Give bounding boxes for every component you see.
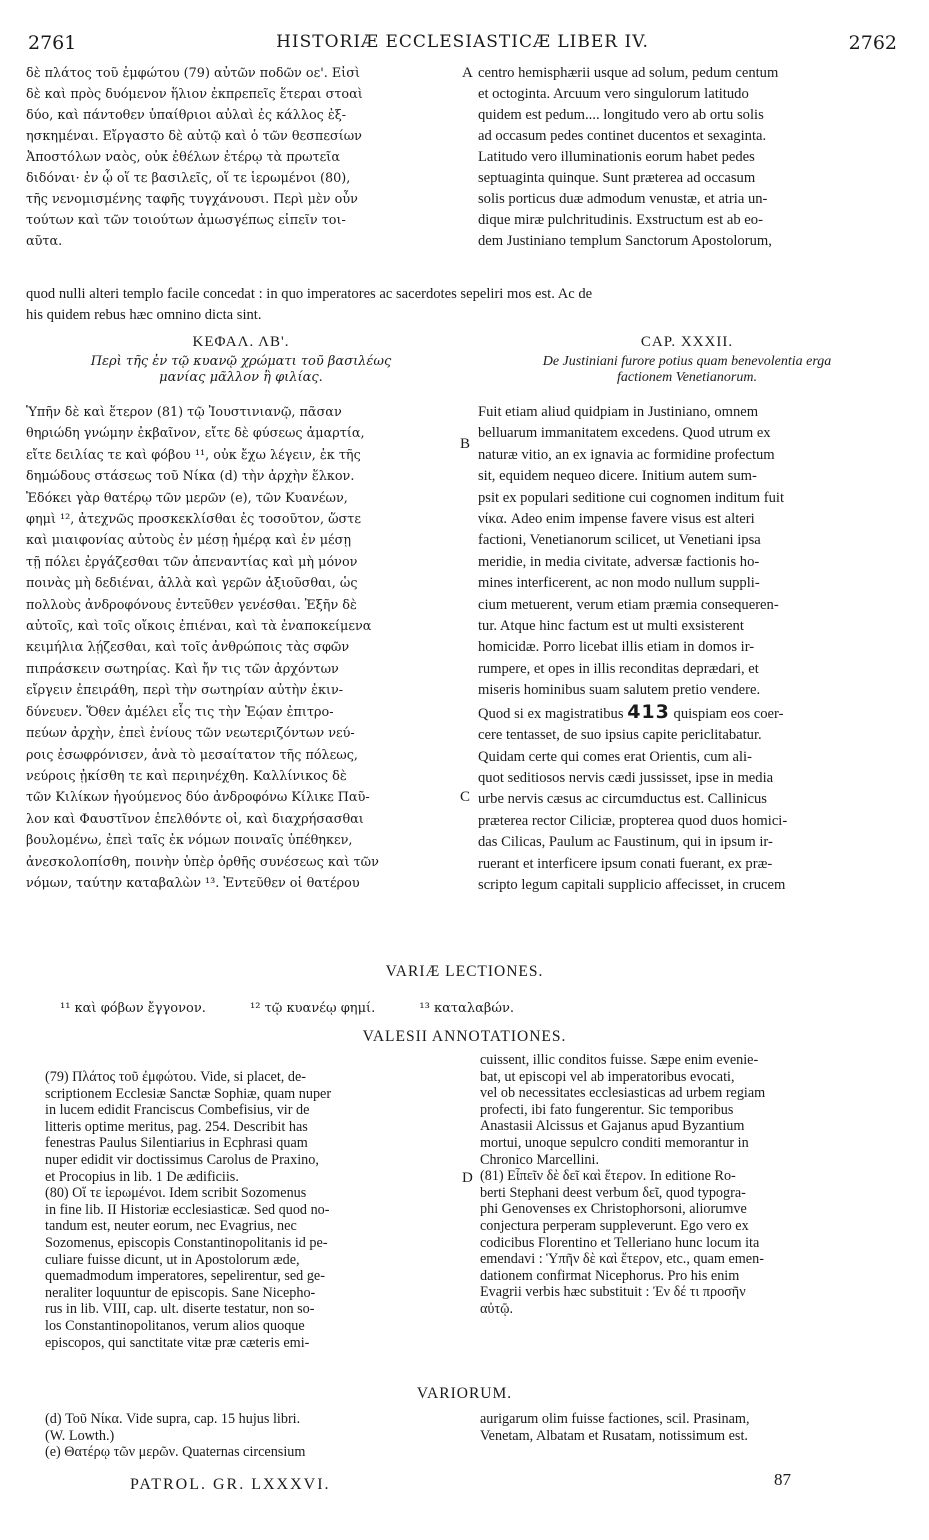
margin-letter-a: A xyxy=(462,65,473,81)
greek-line: Ἐδόκει γὰρ θατέρῳ τῶν μερῶν (e), τῶν Κυανέων, xyxy=(26,490,348,506)
note-line: (80) Οἵ τε ἱερωμένοι. Idem scribit Sozomenus xyxy=(45,1185,307,1202)
greek-line: δύνευεν. Ὅθεν ἀμέλει εἷς τις τὴν Ἑῴαν ἐπιτρο- xyxy=(26,704,334,720)
note-line: vel ob necessitates ecclesiasticas ad urbem regiam xyxy=(480,1085,766,1102)
note-line: bat, ut episcopi vel ab imperatoribus evocati, xyxy=(480,1068,735,1085)
column-number-left: 2761 xyxy=(28,32,77,54)
latin-line: das Cilicas, Paulum ac Faustinum, qui in ipsum ir- xyxy=(478,834,773,851)
full-line: quod nulli alteri templo facile concedat : in quo imperatores ac sacerdotes sepeliri mos est. Ac de xyxy=(26,286,593,302)
note-line: phi Genovenses ex Christophorsoni, aliorumve xyxy=(480,1201,747,1218)
greek-line: τῶν Κιλίκων ἡγούμενος δύο ἀνδροφόνω Κίλικε Παῦ- xyxy=(26,790,370,806)
note-line: (81) Εἶπεῖν δὲ δεῖ καὶ ἕτερον. In editione Ro- xyxy=(480,1168,736,1185)
note-line: Anastasii Alcissus et Gajanus apud Byzantium xyxy=(480,1118,745,1135)
latin-line: sit, equidem nequeo dicere. Initium autem sum- xyxy=(478,468,757,485)
latin-line: præterea rector Ciliciæ, propterea quod duos homici- xyxy=(478,812,788,829)
greek-line: εἴτε δειλίας τε καὶ φόβου ¹¹, οὐκ ἔχω λέγειν, ἐκ τῆς xyxy=(26,447,361,463)
latin-line: factioni, Venetianorum scilicet, ut Venetiani ipsa xyxy=(478,532,761,549)
footer-signature-number: 87 xyxy=(774,1470,791,1489)
greek-line: τῇ πόλει ἐργάζεσθαι τῶν ἀπεναντίας καὶ μὴ μόνον xyxy=(26,554,358,570)
latin-line: mines interficerent, ac non modo nullum suppli- xyxy=(478,575,760,592)
greek-line: βουλομένω, ἐπεὶ ταῖς ἐκ νόμων ποιναῖς ὑπέθηκεν, xyxy=(26,833,353,849)
note-line: berti Stephani deest verbum δεῖ, quod typogra- xyxy=(480,1184,746,1201)
variorum-notes-right xyxy=(480,1411,898,1444)
running-title: HISTORIÆ ECCLESIASTICÆ LIBER IV. xyxy=(276,32,649,52)
note-line: (79) Πλάτος τοῦ ἐμφώτου. Vide, si placet, de- xyxy=(45,1069,306,1085)
note-line: litteris optime meritus, pag. 254. Describit has xyxy=(45,1118,308,1135)
column-number-right: 2762 xyxy=(848,32,897,54)
chapter-heading-greek xyxy=(26,334,456,386)
greek-line: ποινὰς μὴ δεδιέναι, ἀλλὰ καὶ γερῶν ἀξιοῦσθαι, ὡς xyxy=(26,576,358,592)
note-line: Venetam, Albatam et Rusatam, notissimum est. xyxy=(480,1427,748,1444)
greek-line: ησκημέναι. Εἴργαστο δὲ αὐτῷ καὶ ὁ τῶν θεσπεσίων xyxy=(26,129,362,144)
greek-line: Ἀποστόλων ναὸς, οὐκ ἐθέλων ἑτέρῳ τὰ πρωτεῖα xyxy=(26,150,340,165)
variant-reading: ¹¹ καὶ φόβων ἔγγονον. xyxy=(60,1001,206,1016)
greek-column-body xyxy=(26,402,456,894)
latin-line: centro hemisphærii usque ad solum, pedum centum xyxy=(478,65,779,81)
latin-line: naturæ vitio, an ex ignavia ac formidine profectum xyxy=(478,446,775,463)
latin-column-top xyxy=(478,63,896,252)
chapter-heading-latin xyxy=(478,334,896,386)
note-line: (d) Τοῦ Νίκα. Vide supra, cap. 15 hujus libri. xyxy=(45,1411,301,1427)
greek-line: διδόναι· ἐν ᾧ οἵ τε βασιλεῖς, οἵ τε ἱερωμένοι (80), xyxy=(26,171,351,186)
greek-line: πιπράσκειν σωτηρίας. Καὶ ἤν τις τῶν ἀρχόντων xyxy=(26,661,339,677)
latin-line: et octoginta. Arcuum vero singulorum latitudo xyxy=(478,86,749,102)
greek-line: εἴργειν ἐπειράθη, περὶ τὴν σωτηρίαν αὐτὴν ἐκιν- xyxy=(26,683,344,699)
variae-lectiones-list xyxy=(60,1001,554,1016)
latin-line: Fuit etiam aliud quidpiam in Justiniano, omnem xyxy=(478,404,759,420)
greek-line: δὲ πλάτος τοῦ ἐμφώτου (79) αὐτῶν ποδῶν οε'. Εἰσὶ xyxy=(26,66,360,81)
note-line: αὐτῷ. xyxy=(480,1300,514,1317)
valesii-notes-right xyxy=(480,1052,898,1318)
latin-line: dique miræ pulchritudinis. Exstructum est ab eo- xyxy=(478,212,763,228)
greek-line: δημώδους στάσεως τοῦ Νίκα (d) τὴν ἀρχὴν ἕλκον. xyxy=(26,469,355,485)
variorum-notes-left xyxy=(45,1411,457,1461)
margin-letter-c: C xyxy=(460,789,471,805)
note-line: Sozomenus, episcopis Constantinopolitanis id pe- xyxy=(45,1234,328,1251)
latin-line: solis porticus duæ admodum venustæ, et atria un- xyxy=(478,191,768,207)
valesii-annotationes-heading: VALESII ANNOTATIONES. xyxy=(362,1028,567,1045)
latin-line: homicidæ. Porro licebat illis etiam in domos ir- xyxy=(478,639,755,656)
note-line: neraliter loquuntur de episcopis. Sane Nicepho- xyxy=(45,1284,316,1301)
latin-line: psit ex populari seditione cui cognomen inditum fuit xyxy=(478,489,785,506)
latin-line-with-column-number xyxy=(478,702,896,725)
greek-line: καὶ μιαιφονίας αὐτοὺς ἐν μέσῃ ἡμέρᾳ καὶ ἐν μέσῃ xyxy=(26,533,352,549)
margin-letter-d: D xyxy=(462,1170,473,1186)
greek-line: νεύροις ᾐκίσθη τε καὶ περιηνέχθη. Καλλίνικος δὲ xyxy=(26,768,347,784)
footer-series-title: PATROL. GR. LXXXVI. xyxy=(130,1476,331,1493)
variae-lectiones-heading: VARIÆ LECTIONES. xyxy=(385,963,544,980)
latin-line: ad occasum pedes continet ducentos et sexaginta. xyxy=(478,128,767,144)
greek-line: τούτων καὶ τῶν τοιούτων ἀμωσγέπως εἰπεῖν τοι- xyxy=(26,213,346,228)
full-width-text xyxy=(26,284,896,326)
latin-line: dem Justiniano templum Sanctorum Apostolorum, xyxy=(478,233,772,249)
greek-line: δύο, καὶ πάντοθεν ὑπαίθριοι αὐλαὶ ἐς κάλλος ἐξ- xyxy=(26,108,347,123)
latin-line: Quidam certe qui comes erat Orientis, cum ali- xyxy=(478,748,752,765)
note-line: Evagrii verbis hæc substituit : Ἐν δέ τι προσῆν xyxy=(480,1284,746,1301)
greek-line: πεύων ἀρχὴν, ἐπεὶ ἐνίους τῶν νεωτεριζόντων νεύ- xyxy=(26,726,355,742)
greek-line: θηριώδη γνώμην ἐκβαῖνον, εἴτε δὲ φύσεως ἁμαρτία, xyxy=(26,426,365,442)
latin-line: rumpere, et opes in illis reconditas deprædari, et xyxy=(478,660,759,677)
greek-line: ροις ἐσωφρόνισεν, ἀνὰ τὸ μεσαίτατον τῆς πόλεως, xyxy=(26,747,358,763)
latin-line: νίκα. Adeo enim impense favere visus est alteri xyxy=(478,511,755,528)
note-line: rus in lib. VIII, cap. ult. diserte testatur, non so- xyxy=(45,1301,315,1318)
greek-column-top xyxy=(26,63,456,252)
chapter-title-latin-cont: factionem Venetianorum. xyxy=(617,370,757,385)
greek-line: Ὑπῆν δὲ καὶ ἕτερον (81) τῷ Ἰουστινιανῷ, πᾶσαν xyxy=(26,405,342,420)
chapter-title-greek: Περὶ τῆς ἐν τῷ κυανῷ χρώματι τοῦ βασιλέως xyxy=(90,354,392,369)
note-line: nuper edidit vir doctissimus Carolus de Praxino, xyxy=(45,1151,319,1168)
running-header xyxy=(28,32,897,58)
note-line: aurigarum olim fuisse factiones, scil. Prasinam, xyxy=(480,1411,750,1427)
latin-line: ruerant et interficere ipsum conati fuerant, ex præ- xyxy=(478,855,773,872)
note-line: cuissent, illic conditos fuisse. Sæpe enim evenie- xyxy=(480,1052,759,1068)
note-line: culiare fuisse dicunt, ut in Apostolorum æde, xyxy=(45,1251,300,1268)
latin-line: cere tentasset, de suo ipsius capite periclitabatur. xyxy=(478,727,762,744)
margin-letter-b: B xyxy=(460,436,471,452)
latin-line: meridie, in media civitate, adversæ factionis ho- xyxy=(478,553,760,570)
greek-line: ἀνεσκολοπίσθη, ποινὴν ὑπὲρ ὀρθῆς συνέσεως καὶ τῶν xyxy=(26,854,379,870)
note-line: los Constantinopolitanos, verum alios quoque xyxy=(45,1317,305,1334)
note-line: profecti, ibi fato fungerentur. Sic temporibus xyxy=(480,1101,734,1118)
note-line: fenestras Paulus Silentiarius in Ecphrasi quam xyxy=(45,1135,308,1152)
greek-line: δὲ καὶ πρὸς δυόμενον ἥλιον ἐκπρεπεῖς ἕτεραι στοαὶ xyxy=(26,87,363,102)
greek-line: πολλοὺς ἀνδροφόνους ἐντεῦθεν γενέσθαι. Ἐξῆν δὲ xyxy=(26,597,357,613)
valesii-notes-left xyxy=(45,1069,457,1351)
latin-line: quidem est pedum.... longitudo vero ab ortu solis xyxy=(478,107,764,123)
note-line: et Procopius in lib. 1 De ædificiis. xyxy=(45,1168,239,1185)
greek-line: αῦτα. xyxy=(26,234,63,249)
chapter-number-latin: CAP. XXXII. xyxy=(640,334,734,350)
latin-line: scripto legum capitali supplicio affecisset, in crucem xyxy=(478,876,786,893)
greek-line: κειμήλια λῄζεσθαι, καὶ τοῖς ἀνθρώποις τὰς σφῶν xyxy=(26,640,350,656)
greek-line: φημὶ ¹², ἀτεχνῶς προσκεκλίσθαι ἐς τοσοῦτον, ὥστε xyxy=(26,512,361,528)
note-line: conjectura perperam suppleverunt. Ego vero ex xyxy=(480,1217,749,1234)
greek-line: τῆς νενομισμένης ταφῆς τυγχάνουσι. Περὶ μὲν οὖν xyxy=(26,192,358,207)
note-line: tandum est, neuter eorum, nec Evagrius, nec xyxy=(45,1218,297,1235)
latin-line: Quod si ex magistratibus xyxy=(478,705,624,722)
latin-column-body xyxy=(478,402,896,896)
latin-line-tail: quispiam eos coer- xyxy=(673,705,784,722)
note-line: emendavi : Ὑπῆν δὲ καὶ ἕτερον, etc., quam emen- xyxy=(480,1251,764,1268)
note-line: scriptionem Ecclesiæ Sanctæ Sophiæ, quam nuper xyxy=(45,1085,332,1102)
chapter-number-greek: ΚΕΦΑΛ. ΛΒ'. xyxy=(192,334,290,350)
note-line: in lucem edidit Franciscus Combefisius, vir de xyxy=(45,1102,310,1119)
note-line: dationem confirmat Nicephorus. Pro his enim xyxy=(480,1267,740,1284)
latin-line: tur. Atque hinc factum est ut multi exsisterent xyxy=(478,618,744,635)
variant-reading: ¹³ καταλαβών. xyxy=(419,1001,515,1016)
variorum-heading: VARIORUM. xyxy=(416,1385,513,1402)
latin-line: urbe nervis cæsus ac circumductus est. Callinicus xyxy=(478,791,767,808)
column-marker-number: 413 xyxy=(627,701,670,723)
note-line: in fine lib. II Historiæ ecclesiasticæ. Sed quod no- xyxy=(45,1201,330,1218)
note-line: (W. Lowth.) xyxy=(45,1427,115,1444)
chapter-title-latin: De Justiniani furore potius quam benevolentia erga xyxy=(542,354,832,369)
latin-line: cium metuerent, verum etiam præmia consequeren- xyxy=(478,596,779,613)
note-line: episcopos, qui sanctitate vitæ præ cæteris emi- xyxy=(45,1334,310,1351)
latin-line: belluarum immanitatem excedens. Quod utrum ex xyxy=(478,425,771,442)
full-line: his quidem rebus hæc omnino dicta sint. xyxy=(26,307,262,323)
latin-line: miseris hominibus suam salutem pretio vendere. xyxy=(478,682,761,699)
greek-line: λον καὶ Φαυστῖνον ἐπελθόντε οἱ, καὶ διαχρήσασθαι xyxy=(26,811,364,827)
variant-reading: ¹² τῷ κυανέῳ φημί. xyxy=(250,1001,376,1016)
latin-line: septuaginta quinque. Sunt præterea ad occasum xyxy=(478,170,756,186)
note-line: mortui, unoque sepulcro conditi memorantur in xyxy=(480,1134,749,1151)
note-line: quemadmodum imperatores, sepelirentur, sed ge- xyxy=(45,1268,325,1285)
note-line: Chronico Marcellini. xyxy=(480,1151,599,1168)
latin-line: quot seditiosos nervis cædi jussisset, ipse in media xyxy=(478,769,774,786)
note-line: codicibus Florentino et Telleriano hunc locum ita xyxy=(480,1234,760,1251)
latin-line: Latitudo vero illuminationis eorum habet pedes xyxy=(478,149,755,165)
greek-line: αὐτοῖς, καὶ τοῖς οἴκοις ἐπιέναι, καὶ τὰ ἐναποκείμενα xyxy=(26,619,372,635)
note-line: (e) Θατέρῳ τῶν μερῶν. Quaternas circensium xyxy=(45,1444,306,1461)
greek-line: νόμων, ταύτην καταβαλὼν ¹³. Ἐντεῦθεν οἱ θατέρου xyxy=(26,875,360,891)
chapter-title-greek-cont: μανίας μᾶλλον ἢ φιλίας. xyxy=(159,370,323,385)
